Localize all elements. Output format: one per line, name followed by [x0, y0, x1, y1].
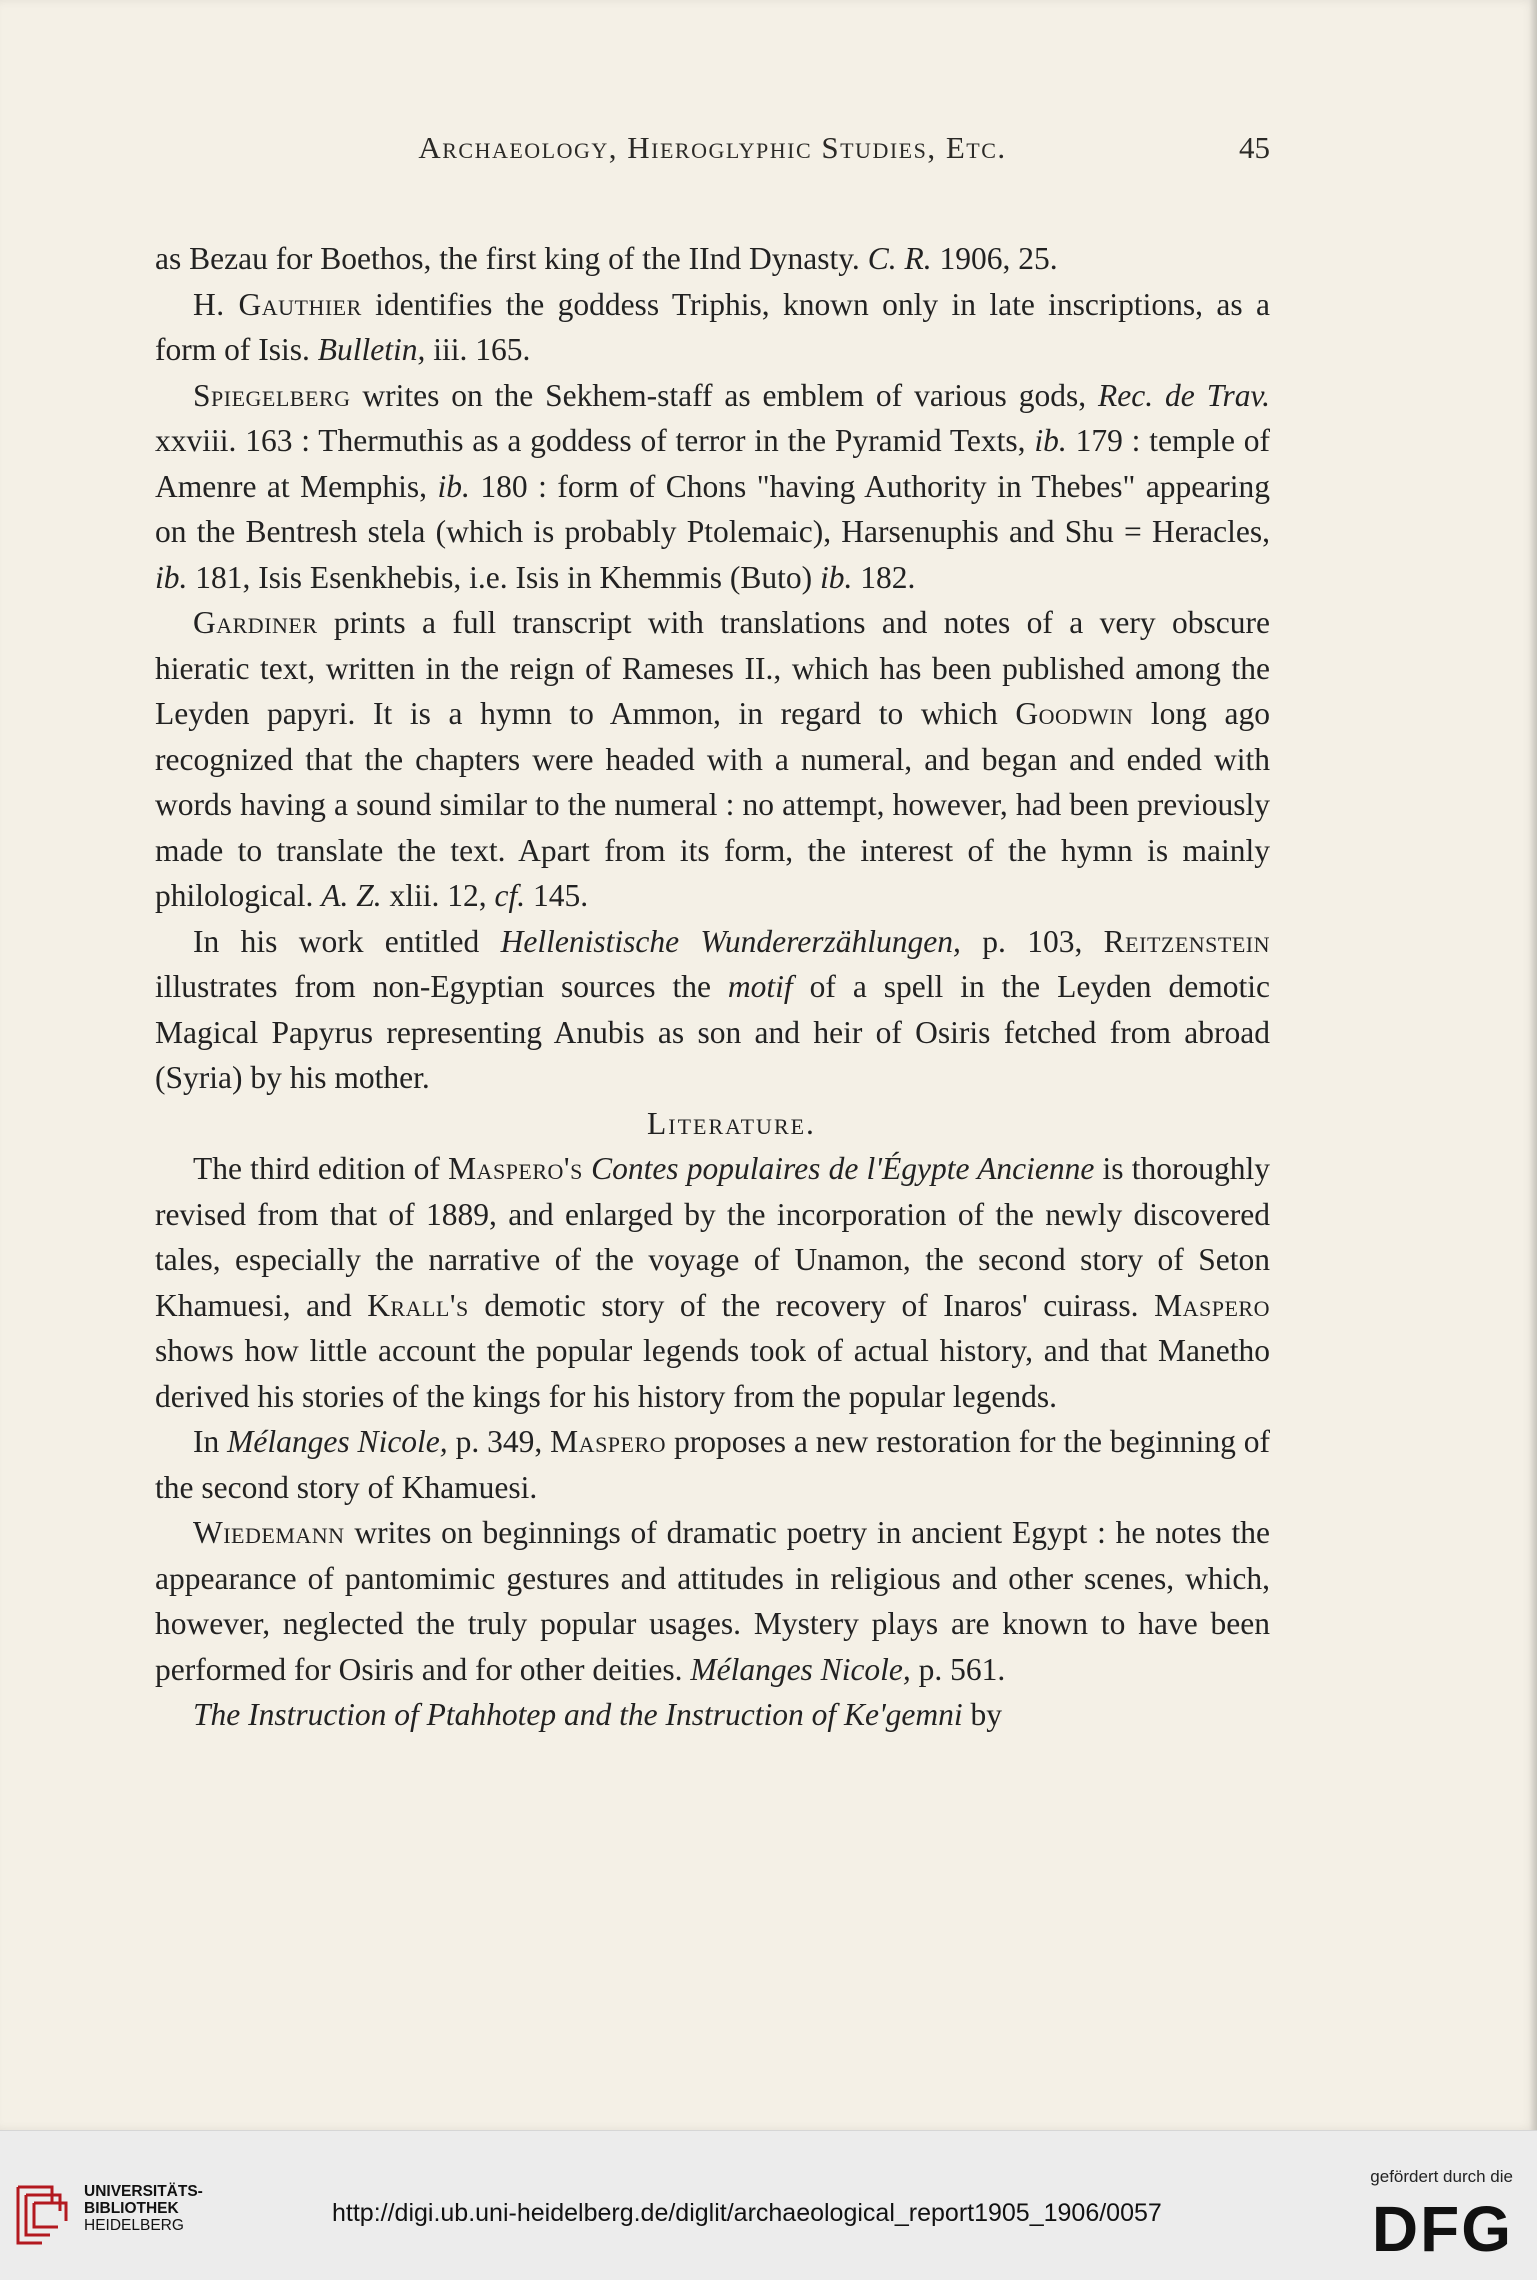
italic-run: ib. [437, 468, 470, 504]
paragraph-3 [155, 373, 1270, 601]
author-name: H. Gauthier [193, 286, 362, 322]
text-run: In his work entitled [193, 923, 501, 959]
author-name: Maspero's [448, 1151, 583, 1186]
page-number: 45 [1239, 130, 1270, 165]
italic-run: C. R. [867, 241, 932, 276]
italic-run: cf. [494, 878, 526, 913]
library-name-line: HEIDELBERG [84, 2217, 184, 2234]
italic-run: Rec. de Trav. [1098, 377, 1270, 413]
library-name [84, 2183, 203, 2234]
text-run: prints a full transcript with translations and notes of a very obscure hieratic text, written in the reign of Rameses II., which has been published among the Leyden papyri. It is a hymn to Ammon, in regard to which [155, 605, 1270, 731]
text-run: demotic story of the recovery of Inaros' cuirass. [468, 1287, 1155, 1323]
author-name: Maspero [550, 1424, 667, 1459]
library-name-line: UNIVERSITÄTS- [84, 2183, 203, 2200]
paragraph-7 [155, 1419, 1270, 1510]
text-run: p. 103, [960, 923, 1104, 959]
italic-run: Mélanges Nicole, [690, 1651, 911, 1687]
italic-run: Hellenistische Wundererzählungen, [500, 923, 961, 959]
library-name-line: BIBLIOTHEK [84, 2200, 179, 2217]
text-run: In [193, 1424, 228, 1459]
text-run: xxviii. 163 : Thermuthis as a goddess of terror in the Pyramid Texts, [155, 423, 1035, 458]
paragraph-6 [155, 1146, 1270, 1419]
text-run: 145. [525, 878, 589, 913]
text-run: iii. 165. [425, 332, 531, 367]
running-head: Archaeology, Hieroglyphic Studies, Etc. [418, 130, 1007, 165]
text-run: 1906, 25. [931, 241, 1058, 276]
text-run: The third edition of [193, 1151, 449, 1186]
author-name: Krall's [367, 1287, 469, 1323]
text-run: is thoroughly revised from that of 1889, and enlarged by the incorporation of the newly discovered tales, especially the narrative of the voyage of Unamon, the second story of Seton Khamuesi, and [155, 1151, 1270, 1323]
text-run: illustrates from non-Egyptian sources the [155, 969, 728, 1004]
author-name: Reitzenstein [1103, 923, 1270, 959]
text-run: 179 : temple of Amenre at Memphis, [155, 423, 1270, 504]
author-name: Wiedemann [193, 1515, 345, 1550]
italic-run: motif [727, 969, 793, 1004]
paragraph-9 [155, 1692, 1270, 1738]
dfg-logo: DFG [1371, 2193, 1513, 2265]
text-run: shows how little account the popular legends took of actual history, and that Manetho derived his stories of the kings for his history from the popular legends. [155, 1333, 1270, 1414]
italic-run: Mélanges Nicole, [227, 1424, 448, 1459]
text-run: by [962, 1697, 1003, 1732]
text-run: 182. [852, 559, 916, 595]
italic-run: Bulletin, [317, 332, 426, 367]
italic-run: Contes populaires de l'Égypte Ancienne [591, 1151, 1095, 1186]
author-name: Spiegelberg [193, 377, 351, 413]
italic-run: The Instruction of Ptahhotep and the Instruction of Ke'gemni [193, 1697, 963, 1732]
paragraph-8 [155, 1510, 1270, 1692]
text-run: proposes a new restoration for the beginning of the second story of Khamuesi. [155, 1424, 1270, 1505]
author-name: Gardiner [193, 605, 318, 640]
text-run: writes on the Sekhem-staff as emblem of various gods, [350, 377, 1099, 413]
text-run: long ago recognized that the chapters were headed with a numeral, and began and ended with words having a sound similar to the numeral : no attempt, however, had been previously made to translate the text. Apart from its form, the interest of the hymn is mainly philological. [155, 696, 1270, 913]
text-run: as Bezau for Boethos, the first king of the IInd Dynasty. [155, 241, 868, 276]
italic-run: ib. [1034, 423, 1067, 458]
italic-run: ib. [155, 559, 188, 595]
paragraph-1 [155, 236, 1270, 282]
text-run: writes on beginnings of dramatic poetry in ancient Egypt : he notes the appearance of pantomimic gestures and attitudes in religious and other scenes, which, however, neglected the truly popular usages. Mystery plays are known to have been performed for Osiris and for other deities. [155, 1515, 1270, 1687]
text-run [583, 1151, 591, 1186]
text-run: 181, Isis Esenkhebis, i.e. Isis in Khemmis (Buto) [187, 559, 820, 595]
text-run: xlii. 12, [381, 878, 495, 913]
paragraph-2 [155, 282, 1270, 373]
body-text [155, 236, 1270, 1738]
text-run: p. 561. [910, 1651, 1006, 1687]
author-name: Maspero [1154, 1287, 1270, 1323]
section-title: Literature. [647, 1105, 816, 1141]
text-run: identifies the goddess Triphis, known only in late inscriptions, as a form of Isis. [155, 286, 1270, 367]
library-logo-icon [12, 2177, 70, 2251]
sponsor-label: gefördert durch die [1370, 2167, 1513, 2186]
text-run: 180 : form of Chons "having Authority in Thebes" appearing on the Bentresh stela (which is probably Ptolemaic), Harsenuphis and Shu = Heracles, [155, 468, 1271, 549]
author-name: Goodwin [1015, 696, 1134, 731]
text-run: of a spell in the Leyden demotic Magical Papyrus representing Anubis as son and heir of Osiris fetched from abroad (Syria) by his mother. [155, 969, 1270, 1095]
viewer-footer [0, 2130, 1537, 2280]
text-run: p. 349, [447, 1424, 551, 1459]
italic-run: ib. [819, 559, 853, 595]
paragraph-4 [155, 600, 1270, 919]
page-header [155, 130, 1270, 180]
italic-run: A. Z. [321, 878, 382, 913]
permalink-url[interactable]: http://digi.ub.uni-heidelberg.de/diglit/archaeological_report1905_1906/0057 [332, 2199, 1162, 2227]
paragraph-5 [155, 919, 1270, 1101]
